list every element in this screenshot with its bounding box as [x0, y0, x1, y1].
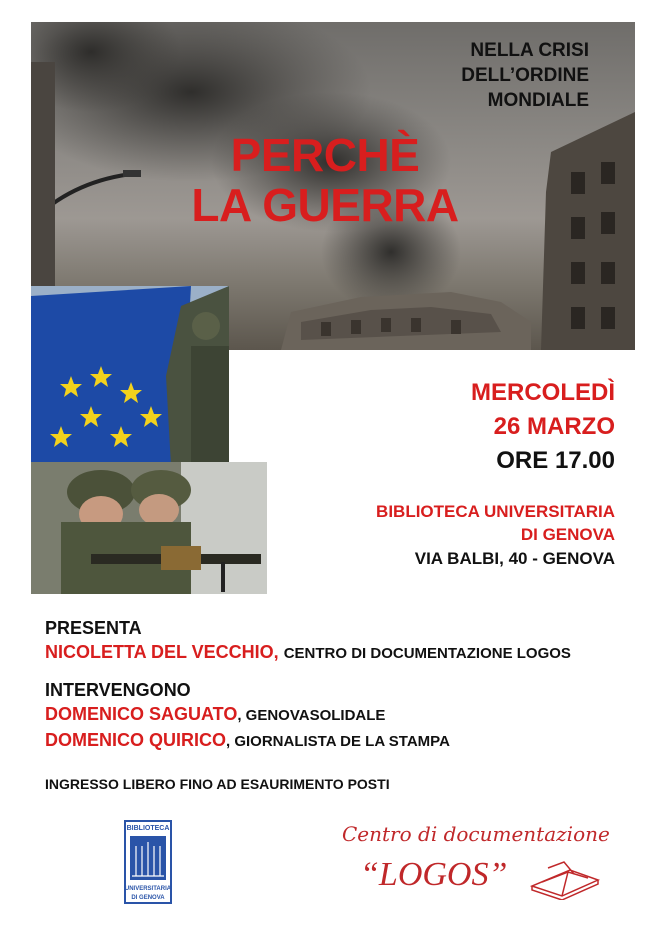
program: [45, 616, 571, 754]
speaker-role: , GENOVASOLIDALE: [237, 707, 386, 724]
speaker: [45, 702, 571, 728]
logo-text: DI GENOVA: [131, 895, 165, 901]
intervengono-label: INTERVENGONO: [45, 680, 191, 700]
subtitle-line: NELLA CRISI: [470, 40, 589, 61]
speaker-role: , GIORNALISTA DE LA STAMPA: [226, 733, 450, 750]
event-time: ORE 17.00: [496, 447, 615, 474]
event-date-text: 26 MARZO: [493, 413, 615, 440]
presenter: [45, 640, 571, 666]
presenter-name: NICOLETTA DEL VECCHIO,: [45, 642, 279, 662]
speaker-name: DOMENICO QUIRICO: [45, 730, 227, 750]
logos-subtitle: Centro di documentazione: [342, 822, 610, 846]
logos-name: “LOGOS”: [360, 856, 508, 893]
presenta-label: PRESENTA: [45, 618, 142, 638]
eu-flag-photo: [31, 286, 229, 466]
entry-note: INGRESSO LIBERO FINO AD ESAURIMENTO POSTI: [45, 776, 390, 792]
logo-text: UNIVERSITARIA: [124, 886, 172, 892]
speaker-name: DOMENICO SAGUATO: [45, 704, 238, 724]
logos-logo: [338, 822, 618, 902]
subtitle: [461, 38, 589, 113]
library-logo: [124, 820, 172, 904]
venue-name: BIBLIOTECA UNIVERSITARIA: [376, 502, 615, 521]
venue-name: DI GENOVA: [520, 525, 615, 544]
event-day: MERCOLEDÌ: [471, 379, 615, 406]
subtitle-line: DELL’ORDINE: [461, 65, 589, 86]
title-line: PERCHÈ: [230, 129, 420, 181]
open-book-icon: [528, 860, 604, 900]
soldiers-photo: [31, 462, 267, 594]
venue: [376, 500, 615, 572]
event-date: [471, 376, 615, 478]
presenter-role: CENTRO DI DOCUMENTAZIONE LOGOS: [283, 645, 571, 662]
speaker: [45, 728, 571, 754]
subtitle-line: MONDIALE: [487, 90, 589, 111]
title-line: LA GUERRA: [191, 179, 459, 231]
logo-text: BIBLIOTECA: [126, 825, 170, 832]
event-title: [160, 130, 490, 230]
venue-address: VIA BALBI, 40 - GENOVA: [414, 549, 615, 568]
